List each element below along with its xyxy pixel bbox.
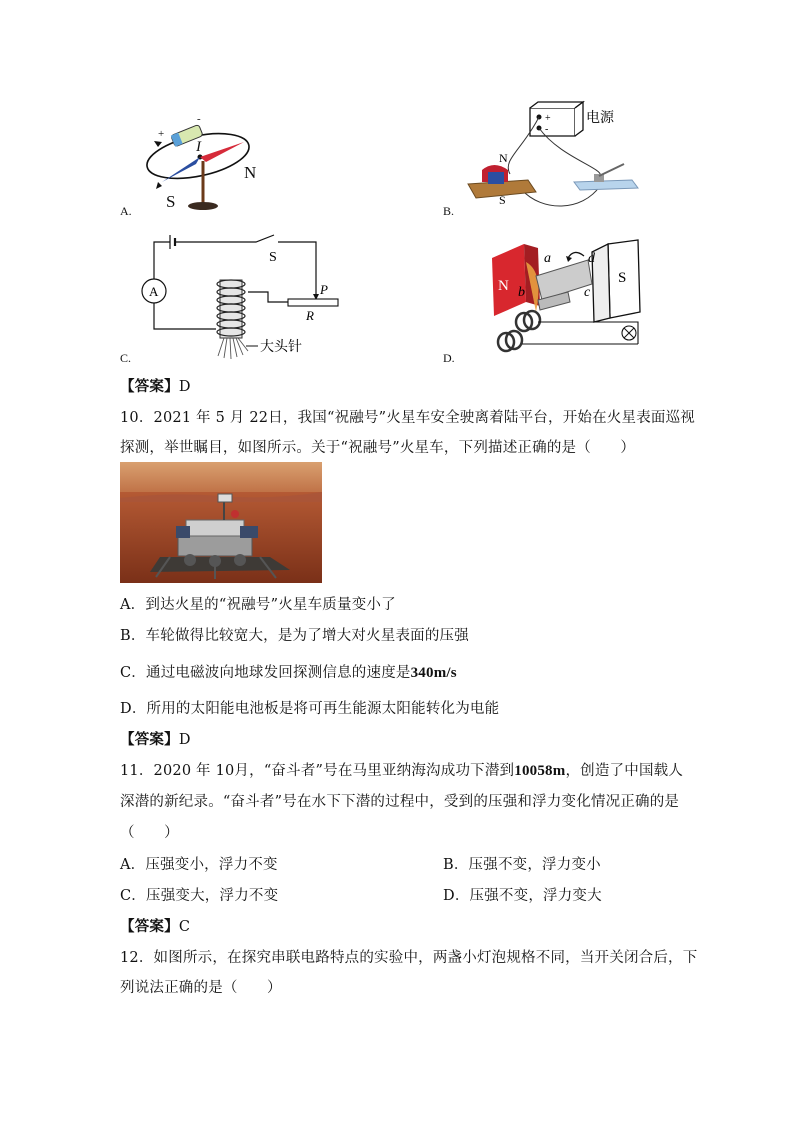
q11-stem-line1-a: 11．2020 年 10月，“奋斗者”号在马里亚纳海沟成功下潜到 — [120, 763, 515, 779]
mars-rover-photo — [120, 462, 322, 583]
option-c-label: C. — [120, 351, 132, 365]
fig-c-ammeter: A — [149, 284, 159, 299]
fig-b-south: S — [499, 193, 506, 207]
figure-b-motor — [462, 100, 642, 218]
figure-d-generator — [488, 238, 648, 356]
fig-d-south: S — [618, 270, 627, 286]
fig-d-d: d — [588, 251, 595, 266]
q11-option-d: D．压强不变，浮力变大 — [443, 888, 602, 904]
figure-c-electromagnet — [138, 234, 343, 362]
q12-stem-line1: 12．如图所示，在探究串联电路特点的实验中，两盏小灯泡规格不同，当开关闭合后，下 — [120, 950, 698, 966]
q11-option-c: C．压强变大，浮力不变 — [120, 888, 279, 904]
fig-c-pins-label: 大头针 — [260, 340, 302, 355]
q9-answer — [120, 375, 191, 396]
q10-option-d: D．所用的太阳能电池板是将可再生能源太阳能转化为电能 — [120, 701, 500, 717]
fig-d-c: c — [584, 285, 591, 300]
q10-option-c-value: 340m/s — [410, 665, 457, 681]
q12-stem-line2: 列说法正确的是（ ） — [120, 980, 282, 996]
answer-mark: 【答案】 — [120, 378, 179, 395]
figure-a-compass — [140, 112, 270, 217]
fig-a-south: S — [166, 192, 176, 211]
q11-stem-line2: 深潜的新纪录。“奋斗者”号在水下下潜的过程中，受到的压强和浮力变化情况正确的是 — [120, 794, 680, 810]
answer-value: D — [178, 732, 191, 748]
q11-option-b: B．压强不变，浮力变小 — [443, 857, 601, 873]
q11-option-a: A．压强变小，浮力不变 — [120, 857, 278, 873]
answer-value: C — [178, 919, 191, 935]
q11-depth-value: 10058m — [514, 763, 566, 779]
fig-d-north: N — [498, 278, 509, 294]
fig-a-plus: + — [158, 128, 165, 140]
fig-b-power-label: 电源 — [586, 111, 614, 126]
fig-b-minus: - — [545, 124, 549, 135]
q11-stem-line3: （ ） — [120, 825, 179, 841]
fig-c-rheostat: R — [306, 308, 314, 323]
fig-c-switch: S — [269, 250, 277, 265]
fig-a-current: I — [196, 139, 201, 155]
fig-a-north: N — [244, 163, 257, 182]
option-a-label: A. — [120, 204, 132, 218]
fig-d-b: b — [518, 285, 525, 300]
q11-stem-line1 — [120, 759, 683, 780]
fig-a-minus: - — [197, 113, 201, 125]
q10-answer — [120, 728, 191, 749]
answer-mark: 【答案】 — [120, 731, 179, 748]
option-b-label: B. — [443, 204, 455, 218]
answer-value: D — [178, 379, 191, 395]
answer-mark: 【答案】 — [120, 918, 179, 935]
fig-b-north: N — [499, 151, 508, 165]
q10-option-c-text: C．通过电磁波向地球发回探测信息的速度是 — [120, 665, 411, 681]
q11-answer — [120, 915, 190, 936]
option-d-label: D. — [443, 351, 455, 365]
q11-stem-line1-b: ，创造了中国载人 — [565, 763, 684, 779]
fig-d-a: a — [544, 251, 551, 266]
q10-stem-line2: 探测，举世瞩目，如图所示。关于“祝融号”火星车，下列描述正确的是（ ） — [120, 440, 636, 456]
q10-option-a: A．到达火星的“祝融号”火星车质量变小了 — [120, 597, 396, 613]
q10-stem-line1: 10．2021 年 5 月 22日，我国“祝融号”火星车安全驶离着陆平台，开始在火星表面巡视 — [120, 410, 695, 426]
q10-option-c — [120, 661, 457, 682]
q10-option-b: B．车轮做得比较宽大，是为了增大对火星表面的压强 — [120, 628, 469, 644]
fig-c-slider: P — [320, 282, 328, 297]
fig-b-plus: + — [545, 113, 551, 124]
